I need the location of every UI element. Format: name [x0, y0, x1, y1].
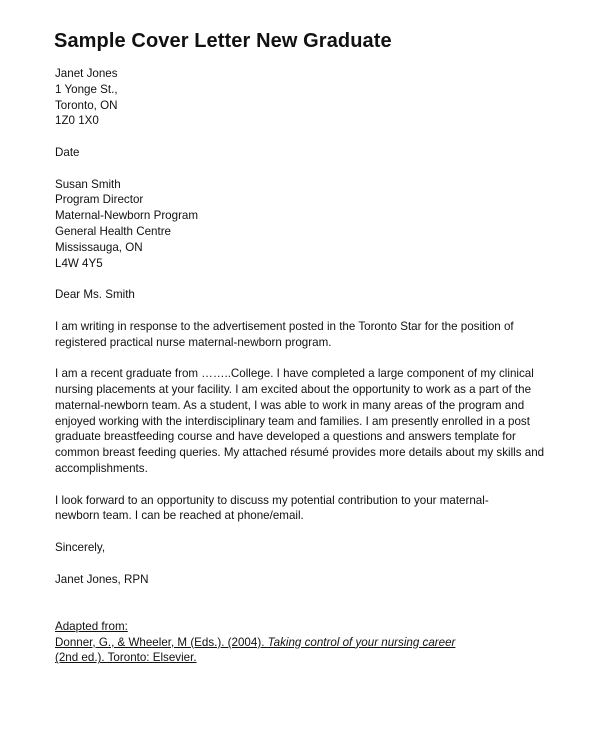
recipient-org: General Health Centre — [55, 224, 171, 238]
paragraph-1 — [55, 319, 565, 351]
letter-date: Date — [55, 145, 80, 159]
citation-authors: Donner, G., & Wheeler, M (Eds.). (2004). — [55, 635, 268, 649]
salutation: Dear Ms. Smith — [55, 288, 135, 302]
sender-address — [55, 66, 565, 129]
citation-heading: Adapted from: — [55, 619, 128, 633]
paragraph-line: I look forward to an opportunity to discuss my potential contribution to your maternal- — [55, 493, 489, 507]
signature: Janet Jones, RPN — [55, 572, 149, 586]
paragraph-2 — [55, 366, 565, 477]
page-title: Sample Cover Letter New Graduate — [54, 30, 392, 52]
paragraph-line: accomplishments. — [55, 461, 148, 475]
recipient-address — [55, 177, 565, 272]
recipient-program: Maternal-Newborn Program — [55, 209, 199, 223]
citation-line-1 — [55, 635, 565, 651]
citation — [55, 619, 565, 666]
citation-line-2: (2nd ed.). Toronto: Elsevier. — [55, 651, 197, 665]
paragraph-line: maternal-newborn team. As a student, I was able to work in many areas of the program and — [55, 398, 525, 412]
sender-postal: 1Z0 1X0 — [55, 114, 99, 128]
recipient-name: Susan Smith — [55, 177, 121, 191]
sender-city: Toronto, ON — [55, 98, 118, 112]
paragraph-line: I am a recent graduate from ……..College. I have completed a large component of my clinical — [55, 367, 534, 381]
closing: Sincerely, — [55, 540, 106, 554]
letter-body — [55, 66, 565, 666]
citation-book-title: Taking control of your nursing career — [267, 635, 456, 649]
paragraph-line: registered practical nurse maternal-newborn program. — [55, 335, 332, 349]
paragraph-line: I am writing in response to the advertisement posted in the Toronto Star for the position of — [55, 319, 514, 333]
paragraph-line: graduate breastfeeding course and have developed a questions and answers template for — [55, 430, 516, 444]
recipient-city: Mississauga, ON — [55, 240, 143, 254]
paragraph-line: common breast feeding queries. My attached résumé provides more details about my skills and — [55, 446, 545, 460]
paragraph-line: enjoyed working with the interdisciplinary team and families. I am presently enrolled in a post — [55, 414, 530, 428]
recipient-postal: L4W 4Y5 — [55, 256, 103, 270]
paragraph-line: nursing placements at your facility. I am excited about the opportunity to work as a part of the — [55, 382, 532, 396]
paragraph-3 — [55, 493, 565, 525]
recipient-role: Program Director — [55, 193, 144, 207]
sender-street: 1 Yonge St., — [55, 82, 118, 96]
sender-name: Janet Jones — [55, 67, 118, 80]
paragraph-line: newborn team. I can be reached at phone/email. — [55, 509, 304, 523]
